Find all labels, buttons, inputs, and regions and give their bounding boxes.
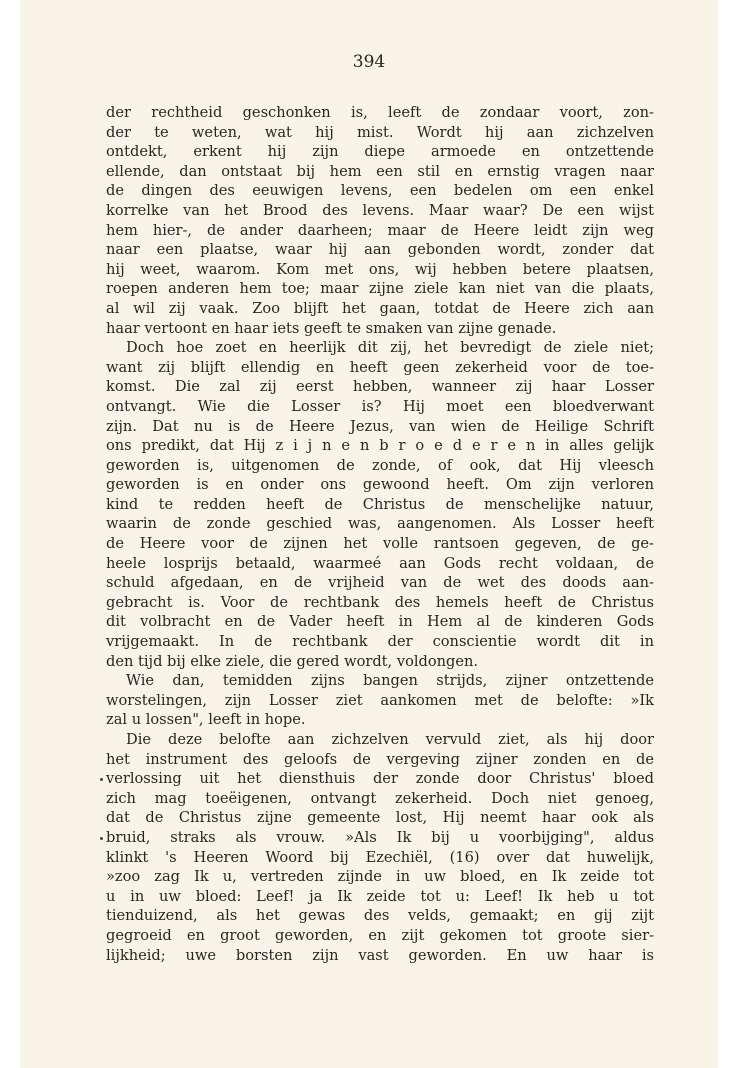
text-line: der rechtheid geschonken is, leeft de zondaar voort, zon-: [106, 104, 654, 121]
text-line: vrijgemaakt. In de rechtbank der conscientie wordt dit in: [106, 633, 654, 651]
text-line: komst. Die zal zij eerst hebben, wanneer zij haar Losser: [106, 378, 654, 396]
text-line: de dingen des eeuwigen levens, een bedelen om een enkel: [106, 182, 654, 200]
text-line: dat de Christus zijne gemeente lost, Hij neemt haar ook als: [106, 809, 654, 827]
text-line: de Heere voor de zijnen het volle rantsoen gegeven, de ge-: [106, 535, 654, 553]
page-number: 394: [352, 52, 386, 72]
text-line: der te weten, wat hij mist. Wordt hij aan zichzelven: [106, 123, 654, 141]
text-line: hem hier-, de ander daarheen; maar de Heere leidt zijn weg: [106, 221, 654, 239]
text-line: Die deze belofte aan zichzelven vervuld ziet, als hij door: [126, 731, 654, 748]
text-line: ellende, dan ontstaat bij hem een stil en ernstig vragen naar: [106, 162, 654, 180]
margin-mark: [100, 837, 103, 840]
text-line: tienduizend, als het gewas des velds, gemaakt; en gij zijt: [106, 907, 654, 925]
text-line: schuld afgedaan, en de vrijheid van de wet des doods aan-: [106, 574, 654, 592]
body-text: [106, 103, 654, 965]
text-line: Doch hoe zoet en heerlijk dit zij, het bevredigt de ziele niet;: [126, 339, 654, 357]
text-line: gebracht is. Voor de rechtbank des hemels heeft de Christus: [106, 593, 654, 611]
text-line: ontvangt. Wie die Losser is? Hij moet een bloedverwant: [106, 397, 654, 415]
text-line: naar een plaatse, waar hij aan gebonden wordt, zonder dat: [106, 241, 654, 259]
text-line: lijkheid; uwe borsten zijn vast geworden. En uw haar is: [106, 946, 654, 964]
book-page: [20, 0, 718, 1068]
text-line: Wie dan, temidden zijns bangen strijds, zijner ontzettende: [126, 672, 654, 690]
text-line: korrelke van het Brood des levens. Maar waar? De een wijst: [106, 201, 654, 219]
text-line: al wil zij vaak. Zoo blijft het gaan, totdat de Heere zich aan: [106, 299, 654, 317]
text-line: gegroeid en groot geworden, en zijt gekomen tot groote sier-: [106, 926, 654, 944]
text-line: hij weet, waarom. Kom met ons, wij hebben betere plaatsen,: [106, 260, 654, 278]
text-line: klinkt 's Heeren Woord bij Ezechiël, (16) over dat huwelijk,: [106, 848, 654, 866]
text-line: het instrument des geloofs de vergeving zijner zonden en de: [106, 750, 654, 768]
text-line: den tijd bij elke ziele, die gered wordt, voldongen.: [106, 652, 479, 670]
margin-mark: [100, 778, 103, 781]
text-line: ontdekt, erkent hij zijn diepe armoede en ontzettende: [106, 143, 654, 161]
text-line: geworden is, uitgenomen de zonde, of ook, dat Hij vleesch: [106, 456, 654, 474]
text-line: bruid, straks als vrouw. »Als Ik bij u voorbijging", aldus: [106, 828, 654, 846]
text-line: heele losprijs betaald, waarmeé aan Gods recht voldaan, de: [106, 554, 654, 572]
text-line: kind te redden heeft de Christus de menschelijke natuur,: [106, 495, 654, 513]
text-line: »zoo zag Ik u, vertreden zijnde in uw bloed, en Ik zeide tot: [106, 868, 654, 886]
text-line: waarin de zonde geschied was, aangenomen. Als Losser heeft: [106, 515, 654, 533]
text-line: worstelingen, zijn Losser ziet aankomen met de belofte: »Ik: [106, 691, 654, 709]
text-line: zijn. Dat nu is de Heere Jezus, van wien de Heilige Schrift: [106, 417, 654, 435]
text-line: u in uw bloed: Leef! ja Ik zeide tot u: Leef! Ik heb u tot: [106, 887, 654, 905]
text-line: geworden is en onder ons gewoond heeft. Om zijn verloren: [106, 476, 654, 494]
text-line: haar vertoont en haar iets geeft te smaken van zijne genade.: [106, 319, 557, 337]
text-line: zal u lossen", leeft in hope.: [106, 711, 306, 729]
text-line: zich mag toeëigenen, ontvangt zekerheid. Doch niet genoeg,: [106, 789, 654, 807]
text-line: dit volbracht en de Vader heeft in Hem al de kinderen Gods: [106, 613, 654, 631]
text-line: want zij blijft ellendig en heeft geen zekerheid voor de toe-: [106, 358, 654, 376]
text-line: verlossing uit het diensthuis der zonde door Christus' bloed: [106, 770, 654, 788]
text-line: roepen anderen hem toe; maar zijne ziele kan niet van die plaats,: [106, 280, 654, 298]
text-line: ons predikt, dat Hij z i j n e n b r o e d e r e n in alles gelijk: [106, 437, 654, 455]
